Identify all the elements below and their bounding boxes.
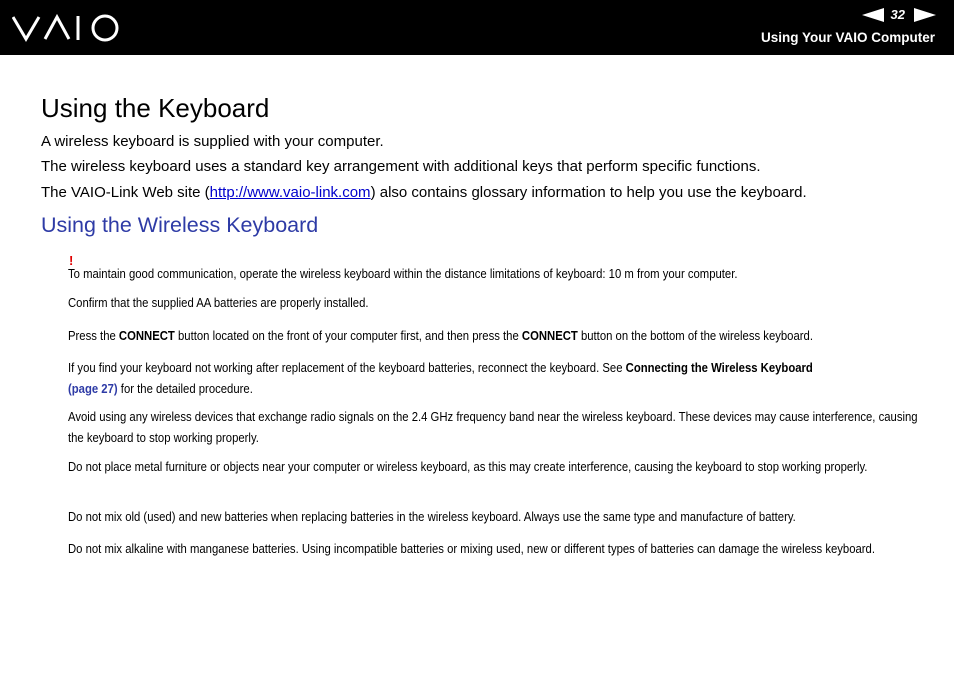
note-text: If you find your keyboard not working after replacement of the keyboard batteries, reconnect the keyboard. See <box>68 360 626 375</box>
note-text: button on the bottom of the wireless keyboard. <box>577 328 813 343</box>
section-title: Using Your VAIO Computer <box>760 30 935 45</box>
note-reconnect <box>68 358 918 399</box>
intro-text: ) also contains glossary information to help you use the keyboard. <box>370 184 807 201</box>
note-batteries-installed: Confirm that the supplied AA batteries are properly installed. <box>68 295 369 310</box>
page-navigation <box>862 6 936 24</box>
connecting-keyboard-ref: Connecting the Wireless Keyboard <box>625 360 813 375</box>
note-alkaline: Do not mix alkaline with manganese batteries. Using incompatible batteries or mixing used, new or different types of batteries can damage the wireless keyboard. <box>68 541 875 556</box>
note-metal: Do not place metal furniture or objects near your computer or wireless keyboard, as this may create interference, causing the keyboard to stop working properly. <box>68 459 868 474</box>
note-distance: To maintain good communication, operate the wireless keyboard within the distance limitations of keyboard: 10 m from your computer. <box>68 266 738 281</box>
intro-paragraph-2: The wireless keyboard uses a standard key arrangement with additional keys that perform specific functions. <box>41 158 761 175</box>
left-arrow-icon[interactable] <box>862 8 884 22</box>
intro-paragraph-1: A wireless keyboard is supplied with your computer. <box>41 133 384 150</box>
note-text: for the detailed procedure. <box>117 380 253 396</box>
intro-paragraph-3 <box>41 184 807 201</box>
intro-text: The VAIO-Link Web site ( <box>41 184 210 201</box>
page-header <box>0 0 954 55</box>
connect-label: CONNECT <box>118 328 175 343</box>
note-mix-batteries: Do not mix old (used) and new batteries when replacing batteries in the wireless keyboard. Always use the same type and manufacture of battery. <box>68 509 796 524</box>
vaio-link[interactable]: http://www.vaio-link.com <box>209 184 371 201</box>
vaio-logo <box>12 13 120 43</box>
page-title: Using the Keyboard <box>41 93 270 123</box>
note-interference: Avoid using any wireless devices that exchange radio signals on the 2.4 GHz frequency band near the wireless keyboard. These devices may cause interference, causing the keyboard to stop working properly. <box>68 409 918 445</box>
note-text: button located on the front of your computer first, and then press the <box>174 328 522 343</box>
section-heading: Using the Wireless Keyboard <box>41 213 319 237</box>
warning-icon: ! <box>69 253 74 268</box>
right-arrow-icon[interactable] <box>914 8 936 22</box>
page-27-link[interactable]: (page 27) <box>68 380 118 396</box>
note-text: Press the <box>68 328 119 343</box>
connect-label: CONNECT <box>521 328 578 343</box>
page-number: 32 <box>890 7 905 22</box>
note-connect <box>68 326 918 347</box>
